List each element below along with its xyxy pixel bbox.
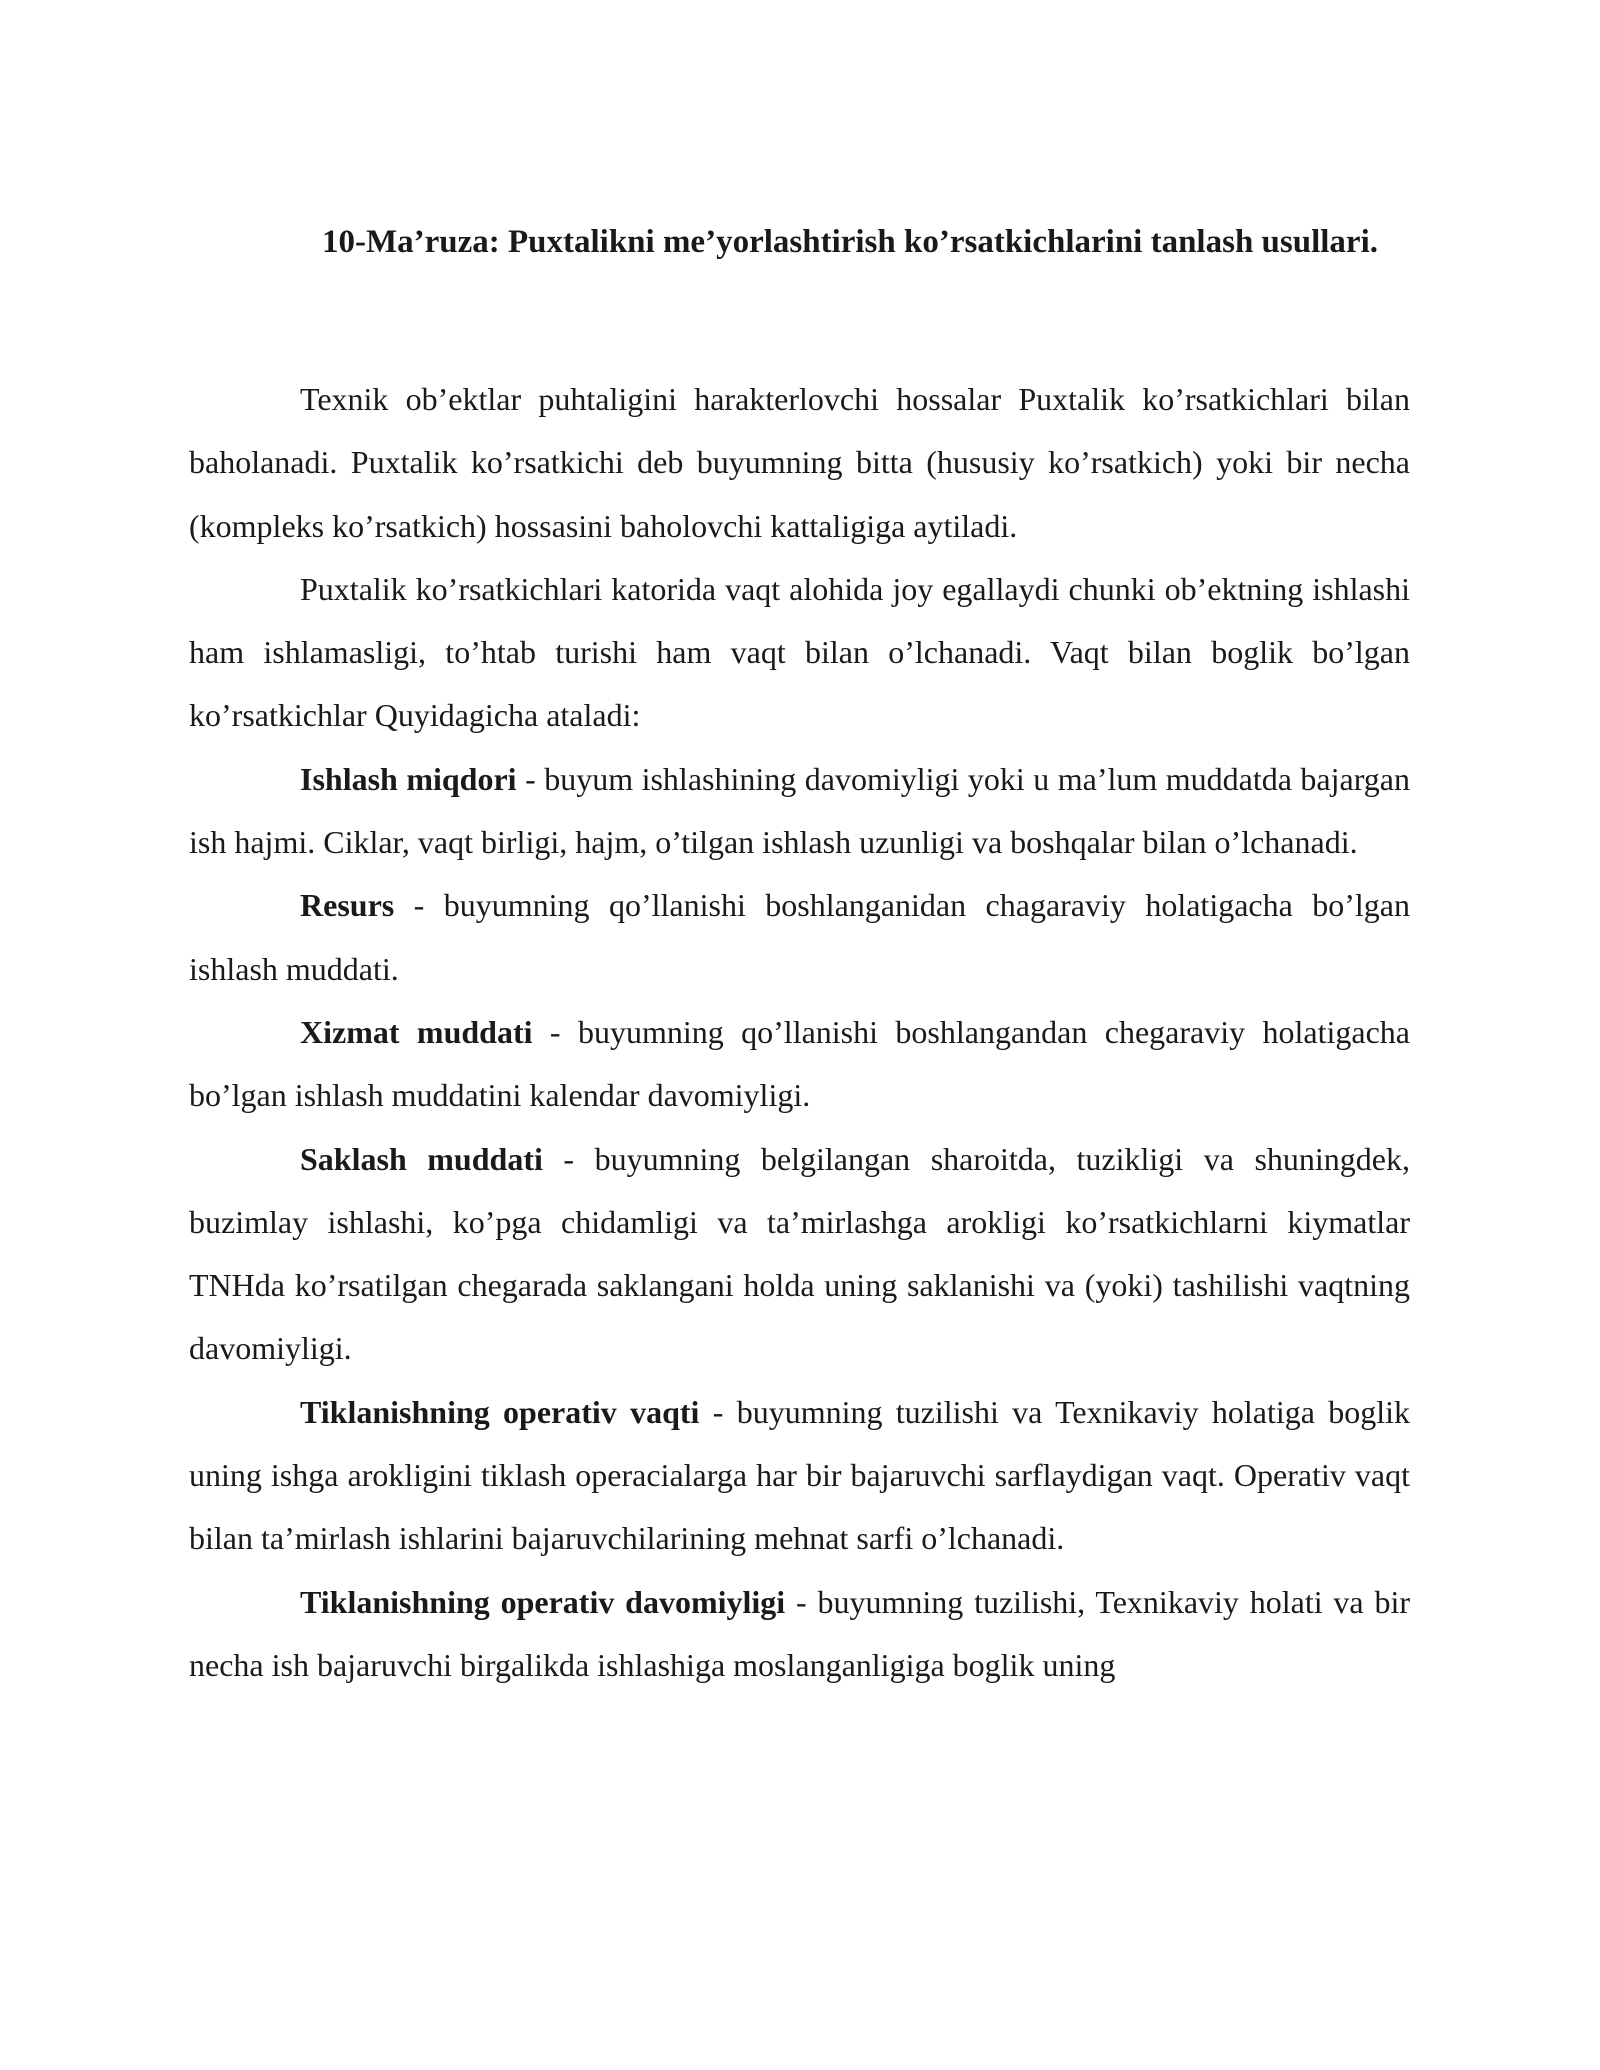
definition-text: - buyumning tuzilishi va Texnikaviy holatiga boglik uning ishga arokligini tiklash operacialarga har bir bajaruvchi sarflaydigan vaqt. Operativ vaqt bilan ta’mirlash ishlarini bajaruvchilarining mehnat sarfi o’lchanadi.	[189, 1393, 1411, 1557]
definition-ishlash-miqdori	[189, 748, 1410, 875]
definition-text: - buyumning qo’llanishi boshlangandan chegaraviy holatigacha bo’lgan ishlash muddatini kalendar davomiyligi.	[189, 1013, 1411, 1114]
definition-term: Tiklanishning operativ vaqti	[300, 1393, 700, 1430]
definition-text: - buyumning tuzilishi, Texnikaviy holati va bir necha ish bajaruvchi birgalikda ishlashiga moslanganligiga boglik uning	[189, 1583, 1411, 1683]
definition-term: Xizmat muddati	[300, 1013, 533, 1050]
definition-term: Resurs	[300, 887, 395, 924]
lecture-title: 10-Ma’ruza: Puxtalikni me’yorlashtirish ko’rsatkichlarini tanlash usullari.	[321, 224, 1379, 260]
definition-text: - buyumning belgilangan sharoitda, tuzikligi va shuningdek, buzimlay ishlashi, ko’pga chidamligi va ta’mirlashga arokligi ko’rsatkichlarni kiymatlar TNHda ko’rsatilgan chegarada saklangani holda uning saklanishi va (yoki) tashilishi vaqtning davomiyligi.	[189, 1140, 1410, 1367]
document-body	[189, 368, 1410, 1697]
definition-text: - buyumning qo’llanishi boshlanganidan chagaraviy holatigacha bo’lgan ishlash muddati.	[189, 887, 1410, 987]
definition-operativ-vaqt	[189, 1381, 1410, 1571]
paragraph-time-indicators	[189, 558, 1410, 748]
definition-term: Tiklanishning operativ davomiyligi	[300, 1583, 786, 1620]
definition-text: - buyum ishlashining davomiyligi yoki u ma’lum muddatda bajargan ish hajmi. Ciklar, vaqt birligi, hajm, o’tilgan ishlash uzunligi va boshqalar bilan o’lchanadi.	[189, 760, 1411, 861]
paragraph-text: Puxtalik ko’rsatkichlari katorida vaqt alohida joy egallaydi chunki ob’ektning ishlashi ham ishlamasligi, to’htab turishi ham vaqt bilan o’lchanadi. Vaqt bilan boglik bo’lgan ko’rsatkichlar Quyidagicha ataladi:	[189, 570, 1410, 734]
definition-saklash-muddati	[189, 1128, 1410, 1381]
paragraph-intro	[189, 368, 1410, 558]
definition-xizmat-muddati	[189, 1001, 1410, 1128]
definition-term: Ishlash miqdori	[300, 760, 517, 797]
definition-resurs	[189, 874, 1410, 1001]
paragraph-text: Texnik ob’ektlar puhtaligini harakterlovchi hossalar Puxtalik ko’rsatkichlari bilan baholanadi. Puxtalik ko’rsatkichi deb buyumning bitta (hususiy ko’rsatkich) yoki bir necha (kompleks ko’rsatkich) hossasini baholovchi kattaligiga aytiladi.	[189, 381, 1410, 544]
definition-operativ-davomiylik	[189, 1571, 1410, 1698]
definition-term: Saklash muddati	[300, 1140, 543, 1177]
